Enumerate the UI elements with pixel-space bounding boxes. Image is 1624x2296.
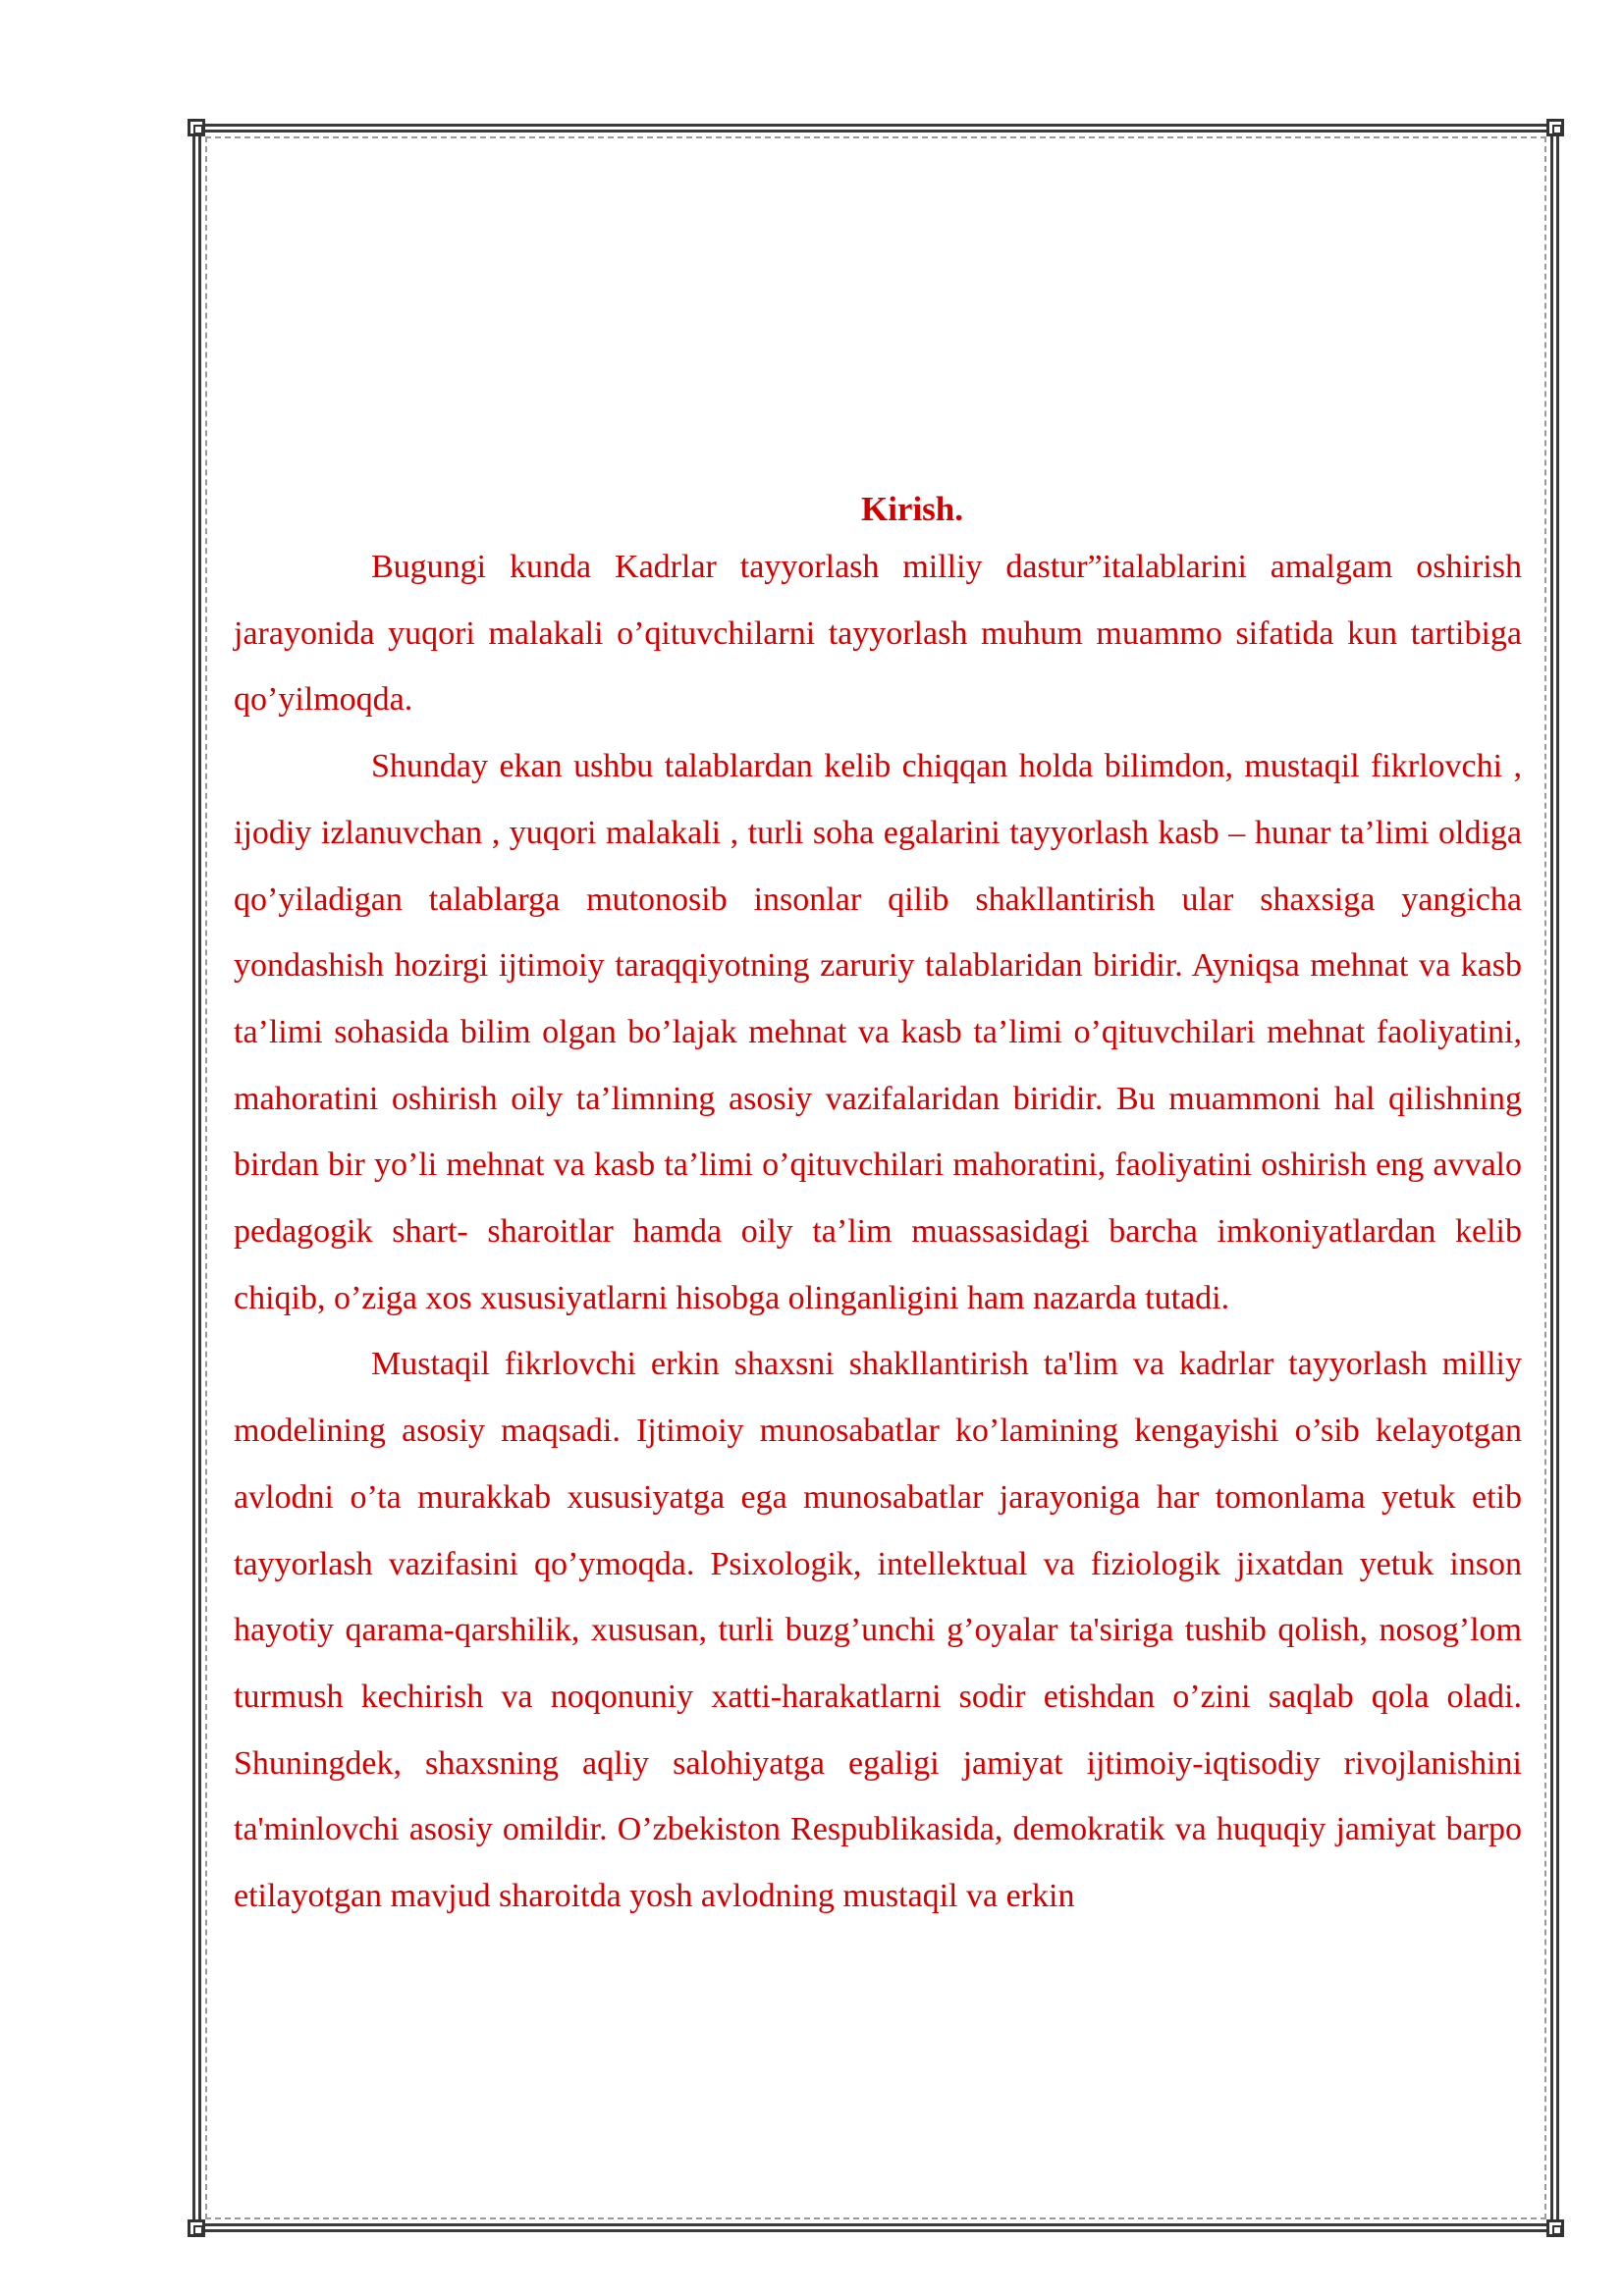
corner-ornament-icon: [188, 2219, 205, 2237]
corner-ornament-icon: [1546, 2219, 1564, 2237]
corner-ornament-icon: [188, 119, 205, 136]
section-title: Kirish.: [860, 490, 964, 528]
document-body: [234, 485, 1522, 1930]
paragraph: Bugungi kunda Kadrlar tayyorlash milliy dastur”italablarini amalgam oshirish jarayonida yuqori malakali o’qituvchilarni tayyorlash muhum muammo sifatida kun tartibiga qo’yilmoqda.: [234, 549, 1522, 719]
corner-ornament-icon: [1546, 119, 1564, 136]
paragraph: Shunday ekan ushbu talablardan kelib chiqqan holda bilimdon, mustaqil fikrlovchi , ijodiy izlanuvchan , yuqori malakali , turli soha egalarini tayyorlash kasb – hunar ta’limi oldiga qo’yiladigan talablarga mutonosib insonlar qilib shakllantirish ular shaxsiga yangicha yondashish hozirgi ijtimoiy taraqqiyotning zaruriy talablaridan biridir. Ayniqsa mehnat va kasb ta’limi sohasida bilim olgan bo’lajak mehnat va kasb ta’limi o’qituvchilari mehnat faoliyatini, mahoratini oshirish oily ta’limning asosiy vazifalaridan biridir. Bu muammoni hal qilishning birdan bir yo’li mehnat va kasb ta’limi o’qituvchilari mahoratini, faoliyatini oshirish eng avvalo pedagogik shart- sharoitlar hamda oily ta’lim muassasidagi barcha imkoniyatlardan kelib chiqib, o’ziga xos xususiyatlarni hisobga olinganligini ham nazarda tutadi.: [234, 748, 1522, 1316]
paragraph: Mustaqil fikrlovchi erkin shaxsni shakllantirish ta'lim va kadrlar tayyorlash milliy modelining asosiy maqsadi. Ijtimoiy munosabatlar ko’lamining kengayishi o’sib kelayotgan avlodni o’ta murakkab xususiyatga ega munosabatlar jarayoniga har tomonlama yetuk etib tayyorlash vazifasini qo’ymoqda. Psixologik, intellektual va fiziologik jixatdan yetuk inson hayotiy qarama-qarshilik, xususan, turli buzg’unchi g’oyalar ta'siriga tushib qolish, nosog’lom turmush kechirish va noqonuniy xatti-harakatlarni sodir etishdan o’zini saqlab qola oladi. Shuningdek, shaxsning aqliy salohiyatga egaligi jamiyat ijtimoiy-iqtisodiy rivojlanishini ta'minlovchi asosiy omildir. O’zbekiston Respublikasida, demokratik va huquqiy jamiyat barpo etilayotgan mavjud sharoitda yosh avlodning mustaqil va erkin: [234, 1346, 1522, 1915]
